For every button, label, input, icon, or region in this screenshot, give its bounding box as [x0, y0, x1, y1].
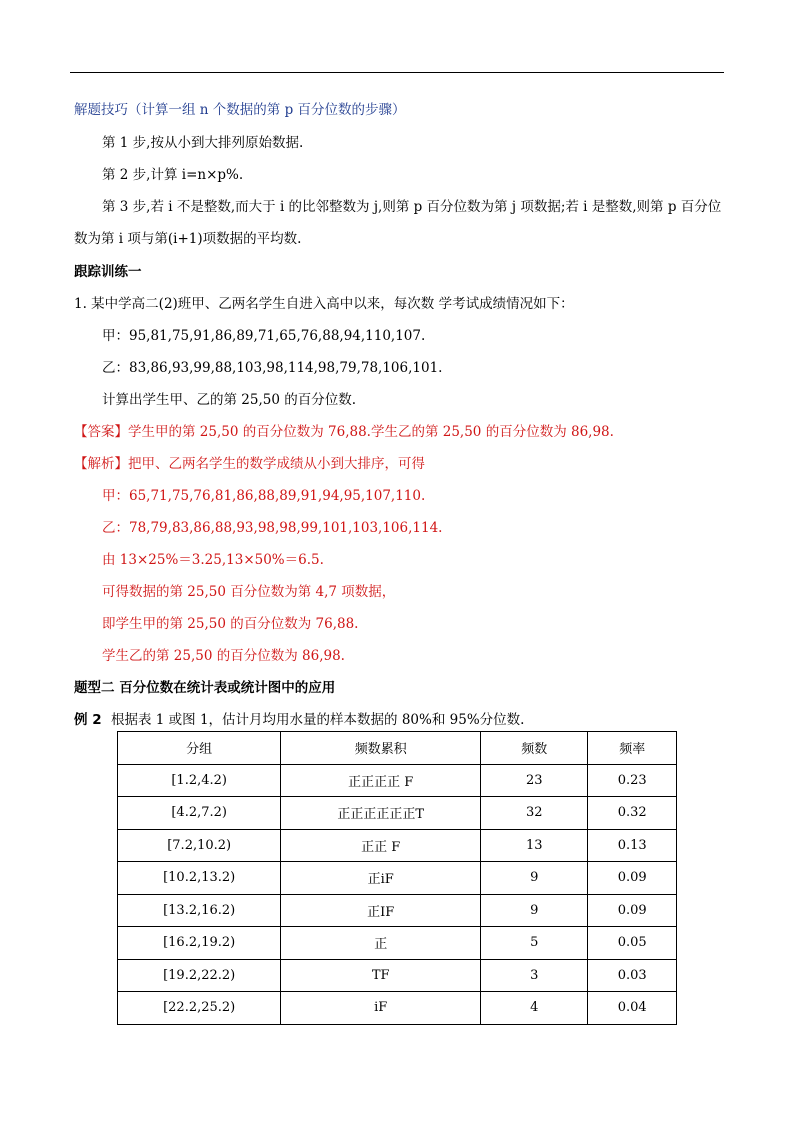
rate-cell: 0.32 [588, 797, 677, 830]
item-positions: 可得数据的第 25,50 百分位数为第 4,7 项数据， [102, 584, 396, 600]
rate-cell: 0.09 [588, 894, 677, 927]
rate-cell: 0.23 [588, 764, 677, 797]
rate-cell: 0.13 [588, 829, 677, 862]
practice-heading: 跟踪训练一 [74, 264, 142, 280]
calculation: 由 13×25%＝3.25,13×50%＝6.5. [102, 552, 324, 568]
frequency-cell: 4 [481, 992, 588, 1025]
header-group: 分组 [118, 732, 281, 765]
header-rule [70, 72, 724, 73]
rate-cell: 0.05 [588, 927, 677, 960]
table-row [118, 992, 677, 1025]
scores-jia: 甲：95,81,75,91,86,89,71,65,76,88,94,110,107. [102, 328, 426, 344]
header-rate: 频率 [588, 732, 677, 765]
tip-step-3-line-1: 第 3 步,若 i 不是整数,而大于 i 的比邻整数为 j,则第 p 百分位数为第 j 项数据;若 i 是整数,则第 p 百分位 [102, 199, 722, 215]
answer: 【答案】学生甲的第 25,50 的百分位数为 76,88.学生乙的第 25,50 的百分位数为 86,98. [74, 424, 614, 440]
tip-step-1: 第 1 步,按从小到大排列原始数据. [102, 135, 304, 151]
frequency-cell: 9 [481, 894, 588, 927]
section-2-heading: 题型二 百分位数在统计表或统计图中的应用 [74, 680, 336, 696]
tip-step-2: 第 2 步,计算 i=n×p%. [102, 167, 244, 183]
table-row [118, 829, 677, 862]
group-cell: [16.2,19.2) [118, 927, 281, 960]
tally-cell: 正正正正正正T [281, 797, 481, 830]
result-yi: 学生乙的第 25,50 的百分位数为 86,98. [102, 648, 345, 664]
tally-cell: iF [281, 992, 481, 1025]
rate-cell: 0.04 [588, 992, 677, 1025]
header-frequency: 频数 [481, 732, 588, 765]
question-ask: 计算出学生甲、乙的第 25,50 的百分位数. [102, 392, 357, 408]
frequency-cell: 13 [481, 829, 588, 862]
example-label: 例 2 [74, 712, 102, 728]
frequency-cell: 3 [481, 959, 588, 992]
group-cell: [22.2,25.2) [118, 992, 281, 1025]
rate-cell: 0.09 [588, 862, 677, 895]
table-row [118, 959, 677, 992]
frequency-cell: 23 [481, 764, 588, 797]
tally-cell: 正IF [281, 894, 481, 927]
tally-cell: 正正 F [281, 829, 481, 862]
header-tally: 频数累积 [281, 732, 481, 765]
sorted-yi: 乙：78,79,83,86,88,93,98,98,99,101,103,106,114. [102, 520, 443, 536]
table-row [118, 862, 677, 895]
table-row [118, 764, 677, 797]
question-1: 1. 某中学高二(2)班甲、乙两名学生自进入高中以来，每次数 学考试成绩情况如下： [74, 296, 574, 312]
table-row [118, 894, 677, 927]
frequency-cell: 5 [481, 927, 588, 960]
tally-cell: 正正正正 F [281, 764, 481, 797]
group-cell: [1.2,4.2) [118, 764, 281, 797]
group-cell: [4.2,7.2) [118, 797, 281, 830]
analysis: 【解析】把甲、乙两名学生的数学成绩从小到大排序，可得 [74, 456, 425, 472]
scores-yi: 乙：83,86,93,99,88,103,98,114,98,79,78,106,101. [102, 360, 443, 376]
example-text: 根据表 1 或图 1，估计月均用水量的样本数据的 80%和 95%分位数. [111, 712, 525, 728]
tip-step-3-line-2: 数为第 i 项与第(i+1)项数据的平均数. [74, 231, 302, 247]
tally-cell: 正 [281, 927, 481, 960]
result-jia: 即学生甲的第 25,50 的百分位数为 76,88. [102, 616, 359, 632]
frequency-cell: 32 [481, 797, 588, 830]
frequency-table [117, 731, 677, 1025]
group-cell: [13.2,16.2) [118, 894, 281, 927]
group-cell: [19.2,22.2) [118, 959, 281, 992]
group-cell: [10.2,13.2) [118, 862, 281, 895]
table-row [118, 797, 677, 830]
tip-title: 解题技巧（计算一组 n 个数据的第 p 百分位数的步骤） [74, 102, 406, 118]
table-row [118, 927, 677, 960]
rate-cell: 0.03 [588, 959, 677, 992]
sorted-jia: 甲：65,71,75,76,81,86,88,89,91,94,95,107,110. [102, 488, 426, 504]
table-header-row [118, 732, 677, 765]
tally-cell: TF [281, 959, 481, 992]
tally-cell: 正iF [281, 862, 481, 895]
frequency-cell: 9 [481, 862, 588, 895]
group-cell: [7.2,10.2) [118, 829, 281, 862]
